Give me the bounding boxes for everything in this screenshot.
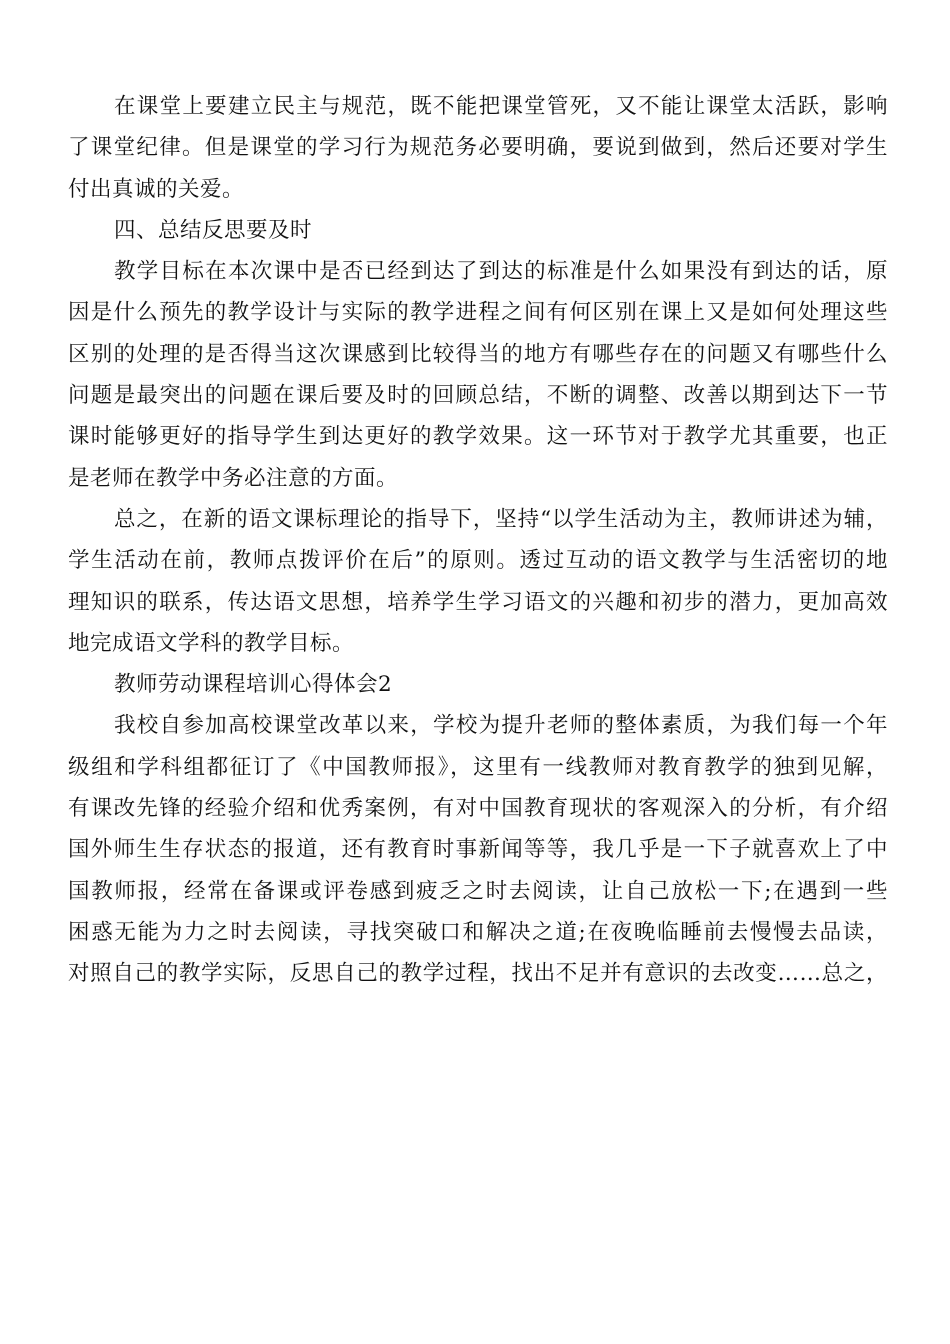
- paragraph-line: 我校自参加高校课堂改革以来，学校为提升老师的整体素质，为我们每一个年: [114, 713, 888, 739]
- paragraph-line: 教学目标在本次课中是否已经到达了到达的标准是什么如果没有到达的话，原: [114, 259, 888, 285]
- paragraph-line: 付出真诚的关爱。: [68, 176, 245, 202]
- paragraph-line: 问题是最突出的问题在课后要及时的回顾总结，不断的调整、改善以期到达下一节: [68, 383, 888, 409]
- paragraph-line: 了课堂纪律。但是课堂的学习行为规范务必要明确，要说到做到，然后还要对学生: [68, 135, 888, 161]
- paragraph-line: 学生活动在前，教师点拨评价在后”的原则。透过互动的语文教学与生活密切的地: [68, 548, 888, 574]
- paragraph-line: 对照自己的教学实际，反思自己的教学过程，找出不足并有意识的去改变……总之，: [68, 961, 888, 987]
- paragraph-line: 级组和学科组都征订了《中国教师报》，这里有一线教师对教育教学的独到见解，: [68, 754, 888, 780]
- paragraph-line: 国教师报，经常在备课或评卷感到疲乏之时去阅读，让自己放松一下;在遇到一些: [68, 878, 888, 904]
- paragraph-line: 区别的处理的是否得当这次课感到比较得当的地方有哪些存在的问题又有哪些什么: [68, 341, 888, 367]
- article-title: 教师劳动课程培训心得体会2: [114, 672, 393, 698]
- document-page: [68, 86, 888, 995]
- paragraph-line: 地完成语文学科的教学目标。: [68, 630, 355, 656]
- paragraph-line: 有课改先锋的经验介绍和优秀案例，有对中国教育现状的客观深入的分析，有介绍: [68, 796, 888, 822]
- paragraph-line: 是老师在教学中务必注意的方面。: [68, 465, 399, 491]
- paragraph-line: 总之，在新的语文课标理论的指导下，坚持“以学生活动为主，教师讲述为辅，: [114, 506, 888, 532]
- paragraph-line: 困惑无能为力之时去阅读，寻找突破口和解决之道;在夜晚临睡前去慢慢去品读，: [68, 919, 888, 945]
- paragraph-line: 因是什么预先的教学设计与实际的教学进程之间有何区别在课上又是如何处理这些: [68, 300, 888, 326]
- paragraph-line: 在课堂上要建立民主与规范，既不能把课堂管死，又不能让课堂太活跃，影响: [114, 94, 888, 119]
- paragraph-line: 国外师生生存状态的报道，还有教育时事新闻等等，我几乎是一下子就喜欢上了中: [68, 837, 888, 863]
- paragraph-line: 理知识的联系，传达语文思想，培养学生学习语文的兴趣和初步的潜力，更加高效: [68, 589, 888, 615]
- section-heading: 四、总结反思要及时: [114, 217, 313, 243]
- paragraph-line: 课时能够更好的指导学生到达更好的教学效果。这一环节对于教学尤其重要，也正: [68, 424, 888, 450]
